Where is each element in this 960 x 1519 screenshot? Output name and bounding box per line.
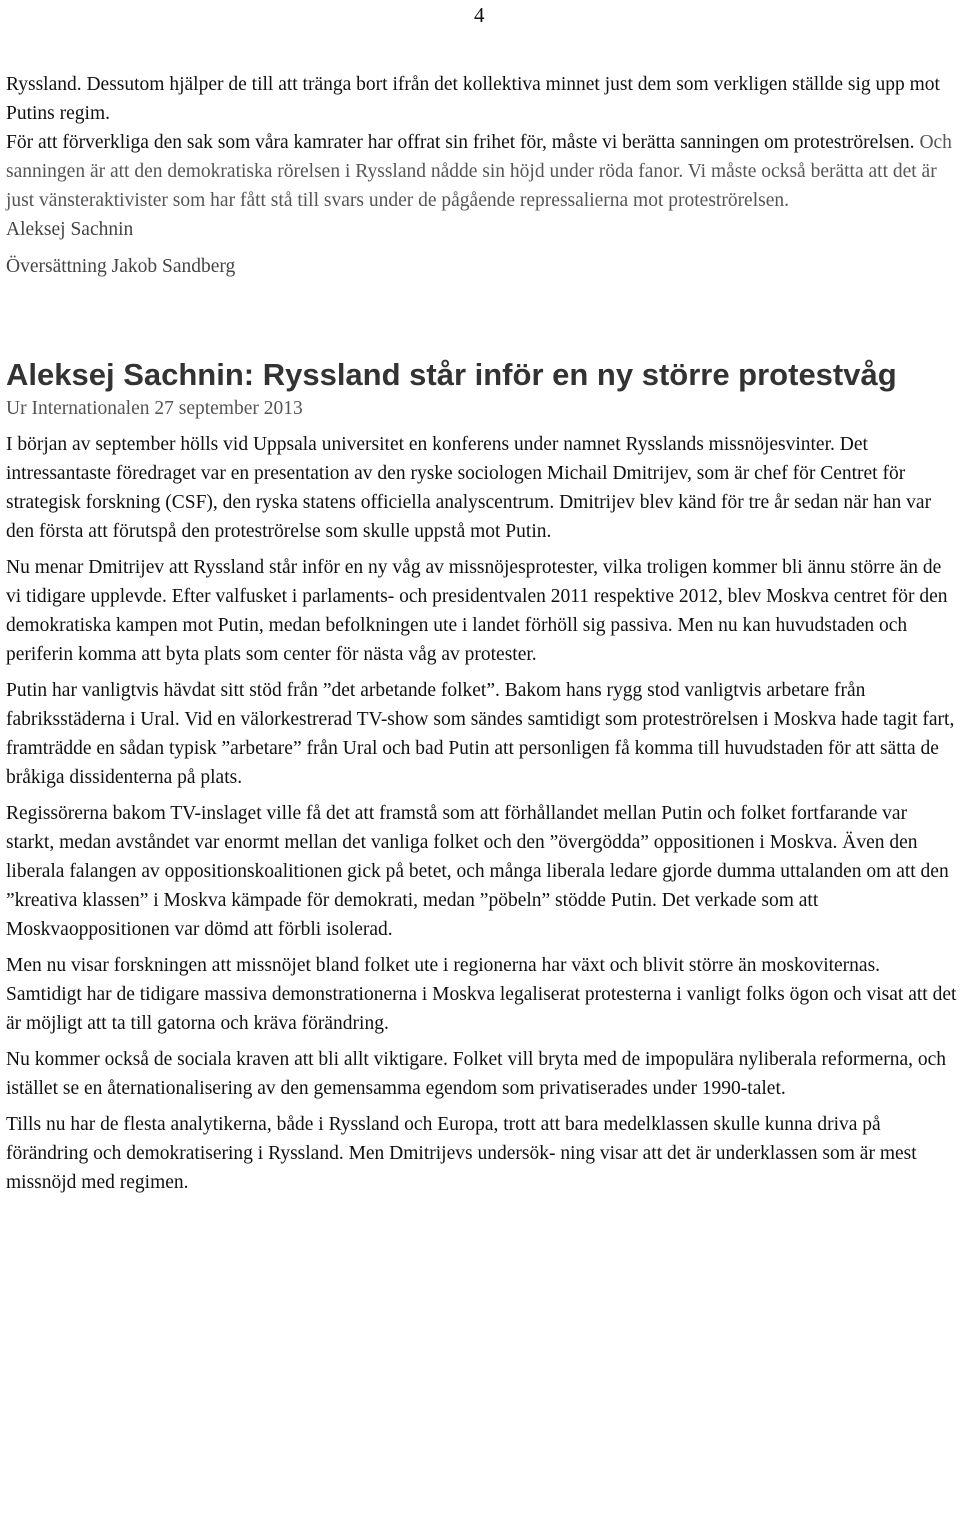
- article-source: Ur Internationalen 27 september 2013: [6, 398, 303, 419]
- intro-sentence-3: Vi måste också berätta att det är just vänsteraktivister som har fått stå till svars under de pågående repressalierna mot proteströrelsen.: [6, 161, 937, 211]
- article-paragraph: Men nu visar forskningen att missnöjet bland folket ute i regionerna har växt och blivit större än moskoviternas. Samtidigt har de tidigare massiva demonstrationerna i Moskva legaliserat protesterna i vanligt folks ögon och visat att det är möjligt att ta till gatorna och kräva förändring.: [6, 955, 957, 1034]
- page-number: 4: [474, 3, 485, 27]
- article-paragraph: Tills nu har de flesta analytikerna, både i Ryssland och Europa, trott att bara medelklassen skulle kunna driva på förändring och demokratisering i Ryssland. Men Dmitrijevs undersök- ning visar att det är underklassen som är mest missnöjd med regimen.: [6, 1114, 917, 1193]
- intro-sentence-2: Och sanningen är att den demokratiska rörelsen i Ryssland nådde sin höjd under röda fanor.: [6, 132, 952, 182]
- article-headline: Aleksej Sachnin: Ryssland står inför en ny större protestvåg: [6, 357, 897, 392]
- article-paragraph: Putin har vanligtvis hävdat sitt stöd från ”det arbetande folket”. Bakom hans rygg stod vanligtvis arbetare från fabriksstäderna i Ural. Vid en välorkestrerad TV-show som sändes samtidigt som proteströrelsen i Moskva hade tagit fart, framträdde en sådan typisk ”arbetare” från Ural och bad Putin att personligen få komma till huvudstaden för att sätta de bråkiga dissidenterna på plats.: [6, 680, 955, 788]
- document-body: [6, 70, 958, 1204]
- intro-paragraph-2: [6, 128, 958, 215]
- author-byline: Aleksej Sachnin: [6, 219, 134, 240]
- article-paragraph: I början av september hölls vid Uppsala universitet en konferens under namnet Rysslands missnöjesvinter. Det intressantaste föredraget var en presentation av den ryske sociologen Michail Dmitrijev, som är chef för Centret för strategisk forskning (CSF), den ryska statens officiella analyscentrum. Dmitrijev blev känd för tre år sedan när han var den första att förutspå den proteströrelse som skulle uppstå mot Putin.: [6, 434, 932, 542]
- article-paragraph: Nu menar Dmitrijev att Ryssland står inför en ny våg av missnöjesprotester, vilka troligen kommer bli ännu större än de vi tidigare upplevde. Efter valfusket i parlaments- och presidentvalen 2011 respektive 2012, blev Moskva centret för den demokratiska kampen mot Putin, medan befolkningen ute i landet förhöll sig passiva. Men nu kan huvudstaden och periferin komma att byta plats som center för nästa våg av protester.: [6, 557, 948, 665]
- article-paragraph: Nu kommer också de sociala kraven att bli allt viktigare. Folket vill bryta med de impopulära nyliberala reformerna, och istället se en åternationalisering av den gemensamma egendom som privatiserades under 1990-talet.: [6, 1049, 947, 1099]
- intro-sentence-1: För att förverkliga den sak som våra kamrater har offrat sin frihet för, måste vi berätta sanningen om proteströrelsen.: [6, 132, 920, 153]
- translator-credit: Översättning Jakob Sandberg: [6, 256, 236, 277]
- article-paragraph: Regissörerna bakom TV-inslaget ville få det att framstå som att förhållandet mellan Putin och folket fortfarande var starkt, medan avståndet var enormt mellan det vanliga folket och den ”övergödda” oppositionen i Moskva. Även den liberala falangen av oppositionskoalitionen gick på betet, och många liberala ledare gjorde dumma uttalanden om att den ”kreativa klassen” i Moskva kämpade för demokrati, medan ”pöbeln” stödde Putin. Det verkade som att Moskvaoppositionen var dömd att förbli isolerad.: [6, 803, 949, 940]
- intro-paragraph-1: Ryssland. Dessutom hjälper de till att tränga bort ifrån det kollektiva minnet just dem som verkligen ställde sig upp mot Putins regim.: [6, 74, 940, 124]
